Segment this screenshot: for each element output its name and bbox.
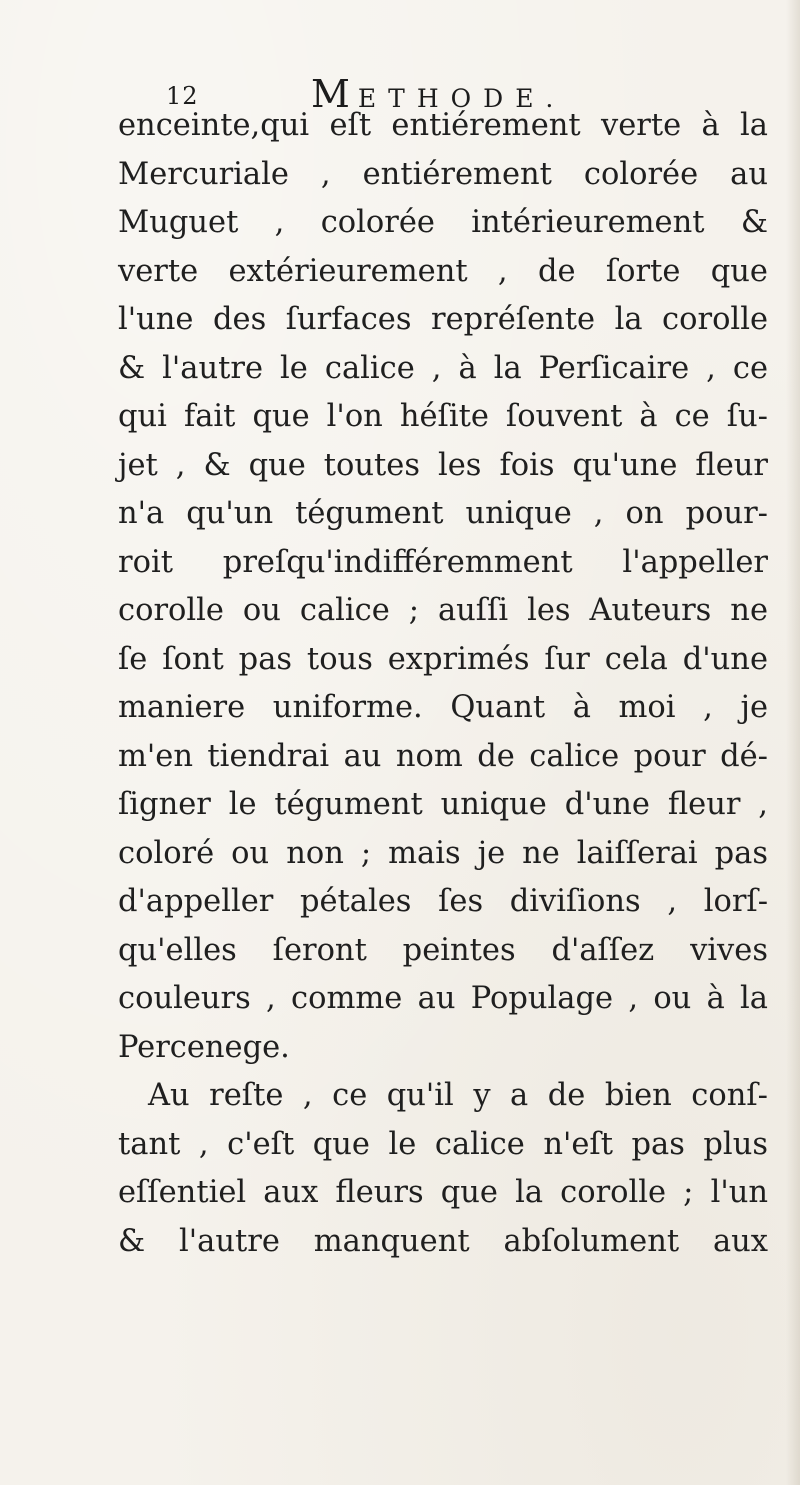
text-line: Au reſte , ce qu'il y a de bien conſ- <box>148 1078 768 1113</box>
text-line: m'en tiendrai au nom de calice pour dé- <box>118 738 768 774</box>
text-line: coloré ou non ; mais je ne laiſſerai pas <box>118 835 768 871</box>
text-line: enceinte,qui eſt entiérement verte à la <box>118 108 768 143</box>
text-line: ſe ſont pas tous exprimés ſur cela d'une <box>118 641 768 677</box>
text-line: d'appeller pétales ſes diviſions , lorſ- <box>118 884 768 919</box>
text-line: maniere uniforme. Quant à moi , je <box>118 690 768 725</box>
text-line: Muguet , colorée intérieurement & <box>118 205 768 240</box>
running-title-initial: M <box>311 72 350 116</box>
text-line: & l'autre manquent abſolument aux <box>118 1223 768 1259</box>
text-line: n'a qu'un tégument unique , on pour- <box>118 496 768 531</box>
text-line: tant , c'eſt que le calice n'eſt pas plus <box>118 1126 768 1162</box>
page-number: 12 <box>166 82 199 110</box>
text-line: roit preſqu'indifféremment l'appeller <box>118 544 768 580</box>
text-line: Mercuriale , entiérement colorée au <box>118 156 768 192</box>
text-line: qu'elles ſeront peintes d'aſſez vives <box>118 932 768 968</box>
text-line: ſigner le tégument unique d'une fleur , <box>118 787 768 822</box>
text-line: couleurs , comme au Populage , ou à la <box>118 981 768 1016</box>
page-edge-shadow <box>786 0 800 1485</box>
body-text <box>118 102 768 1266</box>
text-line: & l'autre le calice , à la Perſicaire , ce <box>118 350 768 386</box>
text-line: Percenege. <box>118 1029 290 1065</box>
running-title-rest: ETHODE. <box>357 84 566 113</box>
text-line: eſſentiel aux fleurs que la corolle ; l'un <box>118 1175 768 1210</box>
text-line: verte extérieurement , de ſorte que <box>118 253 768 289</box>
text-line: jet , & que toutes les fois qu'une fleur <box>118 447 768 483</box>
text-line: corolle ou calice ; auſſi les Auteurs ne <box>118 593 768 628</box>
text-line: l'une des ſurfaces repréſente la corolle <box>118 302 768 337</box>
text-line: qui fait que l'on héſite ſouvent à ce ſu- <box>118 399 768 434</box>
